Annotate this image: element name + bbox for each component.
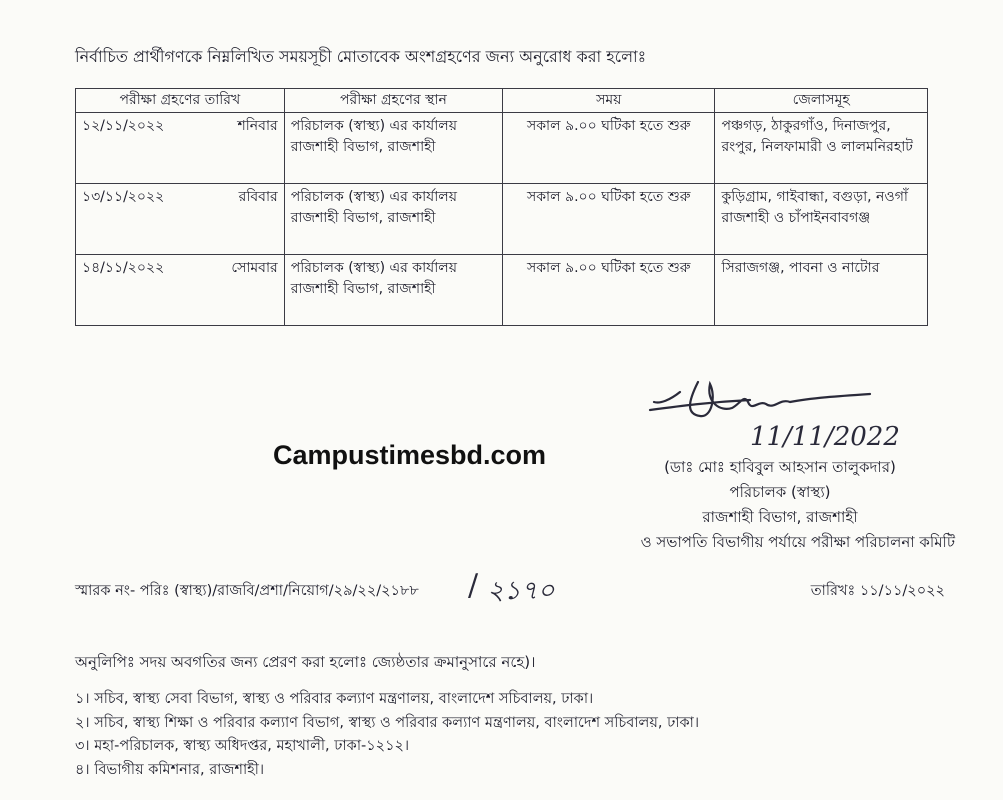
table-header-row (76, 89, 928, 113)
time-cell: সকাল ৯.০০ ঘটিকা হতে শুরু (503, 184, 715, 255)
copy-heading: অনুলিপিঃ সদয় অবগতির জন্য প্রেরণ করা হলোঃ জ্যেষ্ঠতার ক্রমানুসারে নহে)। (75, 653, 536, 671)
time-cell: সকাল ৯.০০ ঘটিকা হতে শুরু (503, 255, 715, 326)
date-cell (76, 184, 285, 255)
date-cell (76, 113, 285, 184)
exam-date: ১৩/১১/২০২২ (82, 189, 165, 205)
intro-text: নির্বাচিত প্রার্থীগণকে নিম্নলিখিত সময়সূচী মোতাবেক অংশগ্রহণের জন্য অনুরোধ করা হলোঃ (75, 47, 647, 66)
table-row (76, 184, 928, 255)
table-row (76, 113, 928, 184)
districts-cell: সিরাজগঞ্জ, পাবনা ও নাটোর (715, 255, 928, 326)
exam-day: শনিবার (237, 118, 278, 134)
document-date: তারিখঃ ১১/১১/২০২২ (810, 583, 945, 599)
exam-schedule-table (75, 88, 928, 326)
signer-committee: ও সভাপতি বিভাগীয় পর্যায়ে পরীক্ষা পরিচালনা কমিটি (640, 533, 955, 551)
districts-cell: কুড়িগ্রাম, গাইবান্ধা, বগুড়া, নওগাঁ রাজশাহী ও চাঁপাইনবাবগঞ্জ (715, 184, 928, 255)
signer-title: পরিচালক (স্বাস্থ্য) (729, 483, 831, 501)
list-item: ২। সচিব, স্বাস্থ্য শিক্ষা ও পরিবার কল্যাণ বিভাগ, স্বাস্থ্য ও পরিবার কল্যাণ মন্ত্রণালয়, বাংলাদেশ সচিবালয়, ঢাকা। (75, 714, 700, 731)
signer-name: (ডাঃ মোঃ হাবিবুল আহসান তালুকদার) (664, 458, 896, 476)
time-cell: সকাল ৯.০০ ঘটিকা হতে শুরু (503, 113, 715, 184)
districts-cell: পঞ্চগড়, ঠাকুরগাঁও, দিনাজপুর, রংপুর, নিলফামারী ও লালমনিরহাট (715, 113, 928, 184)
signer-block (600, 455, 960, 555)
exam-day: রবিবার (238, 189, 278, 205)
place-cell: পরিচালক (স্বাস্থ্য) এর কার্যালয় রাজশাহী বিভাগ, রাজশাহী (284, 184, 502, 255)
exam-date: ১২/১১/২০২২ (82, 118, 165, 134)
place-cell: পরিচালক (স্বাস্থ্য) এর কার্যালয় রাজশাহী বিভাগ, রাজশাহী (284, 255, 502, 326)
table-row (76, 255, 928, 326)
signature-date: 11/11/2022 (750, 422, 900, 452)
header-districts: জেলাসমূহ (715, 89, 928, 113)
memo-slash: / (468, 568, 479, 603)
header-date: পরীক্ষা গ্রহণের তারিখ (76, 89, 285, 113)
memo-number: স্মারক নং- পরিঃ (স্বাস্থ্য)/রাজবি/প্রশা/নিয়োগ/২৯/২২/২১৮৮ (75, 583, 419, 599)
memo-handwritten-number: ২১৭০ (487, 576, 555, 606)
exam-date: ১৪/১১/২০২২ (82, 260, 165, 276)
exam-day: সোমবার (231, 260, 278, 276)
place-cell: পরিচালক (স্বাস্থ্য) এর কার্যালয় রাজশাহী বিভাগ, রাজশাহী (284, 113, 502, 184)
copy-list (75, 688, 699, 782)
date-cell (76, 255, 285, 326)
header-place: পরীক্ষা গ্রহণের স্থান (284, 89, 502, 113)
list-item: ৪। বিভাগীয় কমিশনার, রাজশাহী। (75, 761, 265, 778)
list-item: ৩। মহা-পরিচালক, স্বাস্থ্য অধিদপ্তর, মহাখালী, ঢাকা-১২১২। (75, 738, 410, 754)
watermark-text: Campustimesbd.com (273, 440, 547, 470)
header-time: সময় (503, 89, 715, 113)
signer-office: রাজশাহী বিভাগ, রাজশাহী (702, 508, 858, 526)
list-item: ১। সচিব, স্বাস্থ্য সেবা বিভাগ, স্বাস্থ্য ও পরিবার কল্যাণ মন্ত্রণালয়, বাংলাদেশ সচিবালয়, ঢাকা। (75, 691, 594, 707)
